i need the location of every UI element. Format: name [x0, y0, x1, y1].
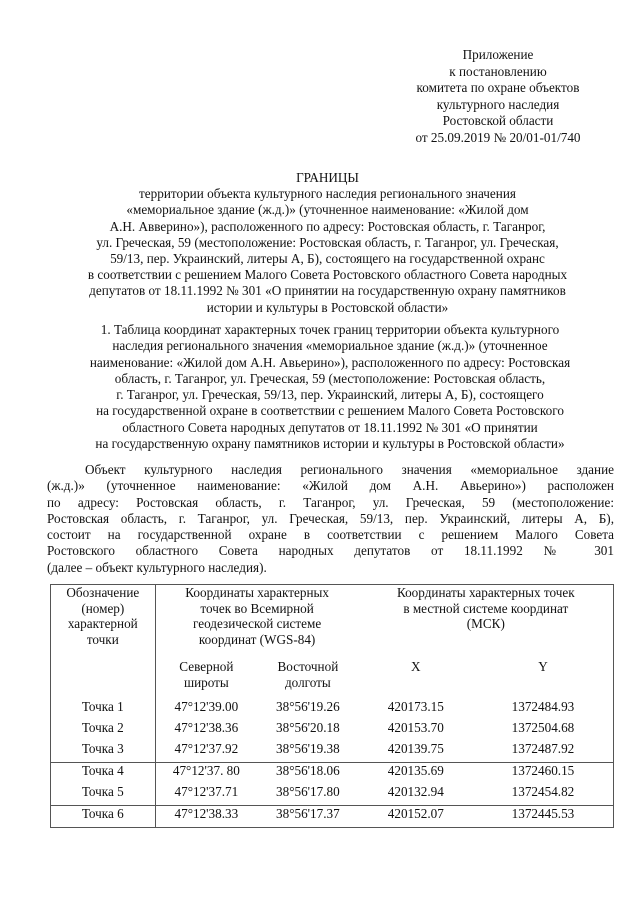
cell-east: 38°56'19.26 [276, 699, 340, 714]
header-text: (номер) [81, 600, 125, 616]
cell-y: 1372460.15 [473, 763, 614, 785]
table-row [51, 720, 614, 741]
appendix-line: от 25.09.2019 № 20/01-01/740 [415, 129, 581, 145]
header-text: широты [183, 674, 229, 690]
header-text: геодезической системе [193, 616, 322, 631]
section-line: г. Таганрог, ул. Греческая, 59/13, пер. Украинский, литеры А, Б), состоящего [116, 387, 544, 403]
cell-point: Точка 4 [51, 763, 156, 785]
object-description-paragraph [47, 462, 614, 576]
subheader-north [155, 659, 257, 699]
table-row [51, 784, 614, 806]
subheader-x: X [411, 659, 421, 674]
document-title [40, 170, 615, 316]
section-line: наследия регионального значения «мемориальное здание (ж.д.)» (уточненное [112, 338, 548, 354]
cell-x: 420153.70 [387, 720, 444, 735]
header-text: долготы [284, 674, 331, 690]
title-line: «мемориальное здание (ж.д.)» (уточненное наименование: «Жилой дом [126, 202, 529, 218]
table-header-row [51, 585, 614, 660]
header-point-designation [51, 585, 156, 660]
coordinates-table [50, 584, 614, 828]
subheader-east [257, 659, 359, 699]
appendix-line: комитета по охране объектов [416, 80, 580, 96]
section-line: областного Совета народных депутатов от 18.11.1992 № 301 «О принятии [122, 419, 538, 435]
paragraph-line: (ж.д.)» (уточненное наименование: «Жилой дом А.Н. Авьерино») расположен [47, 478, 614, 494]
section-line: 1. Таблица координат характерных точек границ территории объекта культурного [100, 322, 560, 337]
cell-north: 47°12'38.36 [174, 720, 239, 735]
table-row [51, 699, 614, 720]
header-text: Координаты характерных точек [396, 585, 575, 600]
subheader-empty [51, 659, 156, 699]
cell-point: Точка 2 [51, 720, 156, 741]
title-line: истории и культуры в Ростовской области» [206, 299, 449, 315]
appendix-block [398, 47, 598, 147]
cell-point: Точка 6 [51, 806, 156, 828]
cell-y: 1372445.53 [473, 806, 614, 828]
title-line: 59/13, пер. Украинский, литеры А, Б), состоящего на государственной охранс [110, 251, 545, 267]
title-line: ул. Греческая, 59 (местоположение: Ростовская область, г. Таганрог, ул. Греческая, [96, 234, 559, 250]
section-line: на государственную охрану памятников истории и культуры в Ростовской области» [95, 436, 565, 452]
cell-y: 1372487.92 [473, 741, 614, 763]
paragraph-line: (далее – объект культурного наследия). [47, 559, 267, 575]
cell-east: 38°56'19.38 [257, 741, 359, 763]
appendix-line: Приложение [462, 47, 534, 62]
title-heading: ГРАНИЦЫ [296, 170, 359, 185]
header-text: точек во Всемирной [200, 600, 314, 616]
paragraph-line: состоит на государственной охране в соответствии с решением Малого Совета [47, 527, 614, 543]
table-subheader-row [51, 659, 614, 699]
appendix-line: Ростовской области [442, 113, 554, 129]
section-line: область, г. Таганрог, ул. Греческая, 59 (местоположение: Ростовская область, [114, 370, 546, 386]
header-text: характерной [67, 616, 138, 631]
cell-north: 47°12'38.33 [155, 806, 257, 828]
paragraph-line: Объект культурного наследия регионального значения «мемориальное здание [85, 462, 614, 477]
header-wgs84 [155, 585, 359, 660]
cell-east: 38°56'17.80 [257, 784, 359, 806]
cell-east: 38°56'20.18 [276, 720, 340, 735]
appendix-line: культурного наследия [436, 96, 560, 112]
cell-north: 47°12'37.92 [155, 741, 257, 763]
table-row [51, 763, 614, 785]
cell-y: 1372484.93 [473, 699, 614, 720]
cell-east: 38°56'18.06 [276, 763, 340, 778]
cell-point: Точка 1 [51, 699, 156, 720]
title-line: территории объекта культурного наследия регионального значения [139, 186, 516, 202]
cell-north: 47°12'39.00 [174, 699, 239, 714]
cell-point: Точка 5 [51, 784, 156, 806]
table-row [51, 806, 614, 828]
header-text: Северной [179, 659, 234, 674]
header-text: в местной системе координат [403, 600, 569, 616]
section-line: на государственной охране в соответствии с решением Малого Совета Ростовского [96, 403, 564, 419]
cell-y: 1372504.68 [473, 720, 614, 741]
cell-x: 420132.94 [359, 784, 473, 806]
cell-x: 420152.07 [359, 806, 473, 828]
header-msk [359, 585, 614, 660]
paragraph-line: Ростовского областного Совета народных депутатов от 18.11.1992 № 301 [47, 543, 614, 559]
cell-east: 38°56'17.37 [257, 806, 359, 828]
title-line: А.Н. Авверино»), расположенного по адресу: Ростовская область, г. Таганрог, [109, 218, 546, 234]
cell-point: Точка 3 [51, 741, 156, 763]
cell-north: 47°12'37. 80 [172, 763, 240, 778]
subheader-y: Y [473, 659, 614, 699]
appendix-line: к постановлению [449, 63, 547, 79]
header-text: Координаты характерных [185, 585, 329, 600]
cell-y: 1372454.82 [473, 784, 614, 806]
header-text: координат (WGS-84) [198, 631, 316, 647]
cell-x: 420135.69 [387, 763, 444, 778]
title-line: в соответствии с решением Малого Совета Ростовского областного Совета народных [87, 267, 568, 283]
title-line: депутатов от 18.11.1992 № 301 «О принятии на государственную охрану памятников [89, 283, 566, 299]
paragraph-line: Ростовская область, г. Таганрог, ул. Греческая, 59/13, пер. Украинский, литеры А, Б), [47, 510, 614, 526]
paragraph-line: по адресу: Ростовская область, г. Таганрог, ул. Греческая, 59 (местоположение: [47, 494, 614, 510]
header-text: Обозначение [66, 585, 140, 600]
table-row [51, 741, 614, 763]
cell-x: 420173.15 [387, 699, 444, 714]
header-text: Восточной [277, 659, 339, 674]
cell-x: 420139.75 [359, 741, 473, 763]
header-text: точки [86, 631, 119, 647]
section-1-heading [40, 322, 620, 452]
cell-north: 47°12'37.71 [155, 784, 257, 806]
header-text: (МСК) [466, 616, 505, 631]
section-line: наименование: «Жилой дом А.Н. Авьерино»), расположенного по адресу: Ростовская [89, 354, 571, 370]
